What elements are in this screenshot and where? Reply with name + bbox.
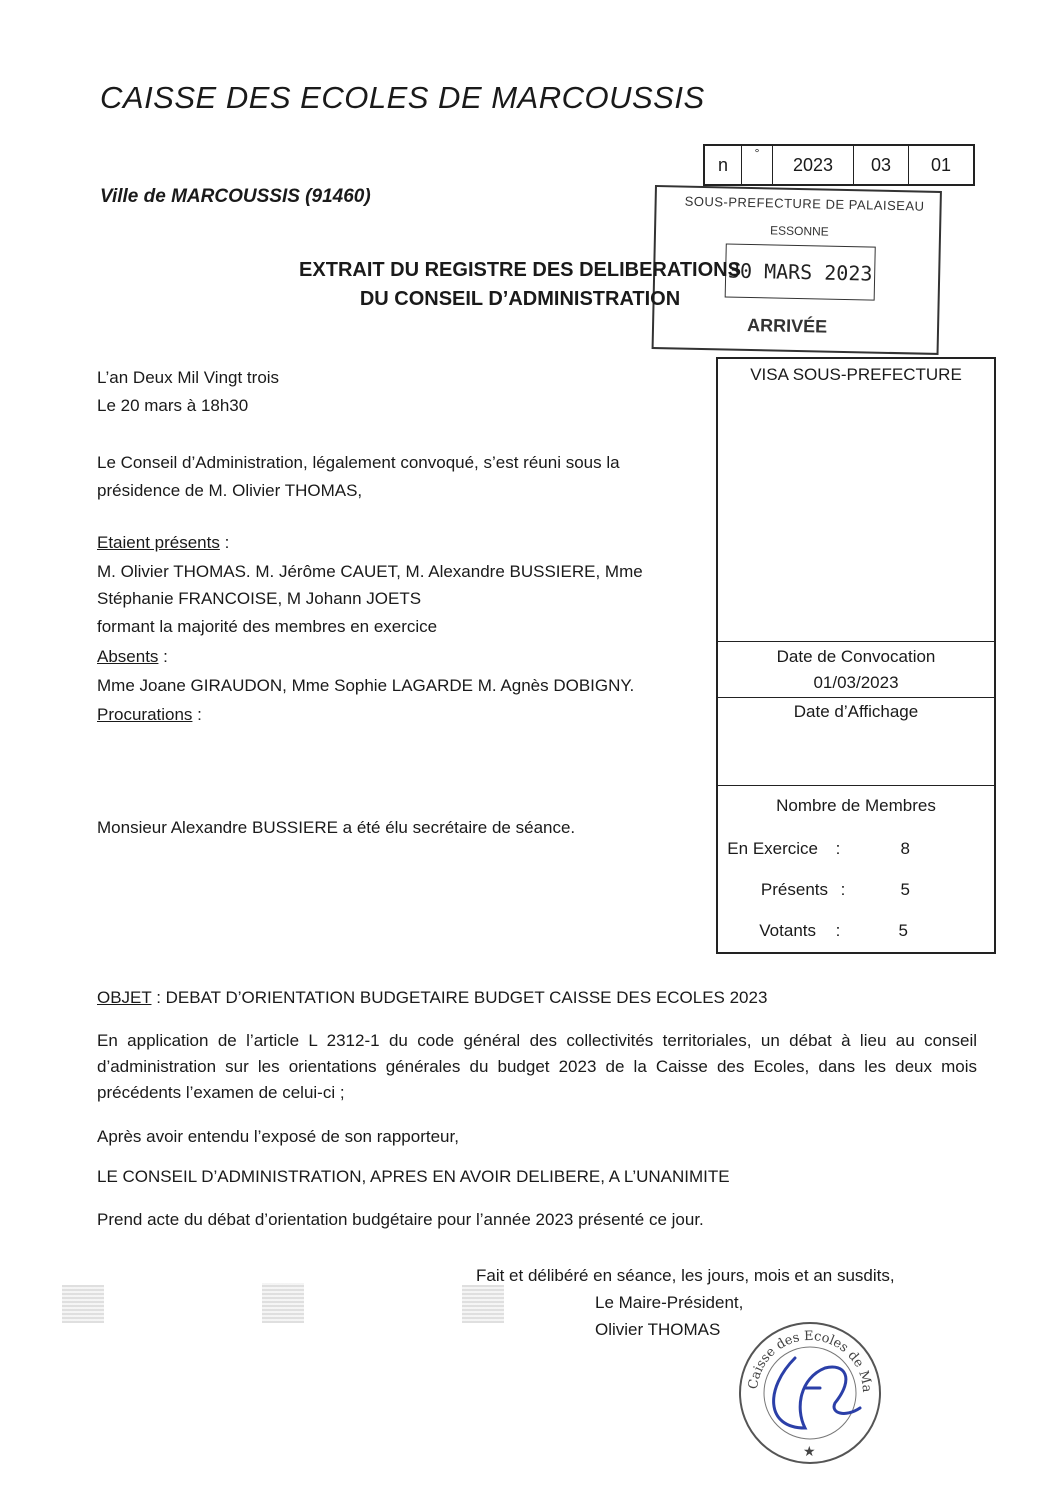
member-row-value: 5: [900, 879, 910, 899]
signature-line1: Fait et délibéré en séance, les jours, mois et an susdits,: [476, 1266, 895, 1285]
paragraph-application: En application de l’article L 2312-1 du code général des collectivités territoriales, un débat à lieu au conseil d’administration sur les orientations générales du budget 2023 de la Caisse des Ecoles, dans les deux mois précédents l’examen de celui-ci ;: [97, 1031, 977, 1102]
absent-colon: :: [158, 647, 168, 666]
secretary-line: Monsieur Alexandre BUSSIERE a été élu secrétaire de séance.: [97, 818, 576, 837]
present-label: Etaient présents: [97, 533, 220, 552]
scan-artifact: [462, 1285, 504, 1323]
objet-line: [97, 985, 767, 1011]
registry-cell: 01: [930, 154, 952, 175]
membres-section: [718, 786, 994, 952]
stamp-line1: SOUS-PREFECTURE DE PALAISEAU: [684, 193, 925, 214]
affichage-label: Date d’Affichage: [793, 702, 919, 721]
member-row-label: En Exercice: [727, 838, 818, 858]
member-row-sep: :: [840, 879, 846, 899]
paragraph-prend-acte: Prend acte du débat d’orientation budgétaire pour l’année 2023 présenté ce jour.: [97, 1210, 704, 1229]
extrait-line2: DU CONSEIL D’ADMINISTRATION: [359, 288, 681, 310]
objet-label: OBJET: [97, 988, 152, 1007]
seal-text: Caisse des Ecoles de Ma: [746, 1328, 875, 1393]
extrait-line1: EXTRAIT DU REGISTRE DES DELIBERATIONS: [299, 259, 741, 281]
member-row-value: 8: [900, 838, 910, 858]
stamp-status: ARRIVÉE: [746, 314, 828, 337]
convocation-date: 01/03/2023: [813, 673, 899, 692]
official-seal: [735, 1318, 885, 1468]
registry-cell: 2023: [773, 146, 854, 184]
member-row: [718, 869, 994, 910]
member-row-label: Présents: [760, 879, 828, 899]
date-line: Le 20 mars à 18h30: [97, 396, 249, 415]
visa-section: [718, 359, 994, 642]
signature-name: Olivier THOMAS: [595, 1320, 721, 1339]
registry-number-box: [703, 144, 975, 186]
registry-cell: n: [705, 146, 742, 184]
extrait-heading: [260, 256, 780, 314]
procuration-heading: [97, 702, 202, 728]
present-names-line1: M. Olivier THOMAS. M. Jérôme CAUET, M. Alexandre BUSSIERE, Mme: [97, 562, 643, 581]
member-row-value: 5: [898, 920, 908, 940]
paragraph-decision: LE CONSEIL D’ADMINISTRATION, APRES EN AVOIR DELIBERE, A L’UNANIMITE: [97, 1167, 730, 1186]
absent-names: Mme Joane GIRAUDON, Mme Sophie LAGARDE M. Agnès DOBIGNY.: [97, 676, 635, 695]
absent-label: Absents: [97, 647, 159, 666]
registry-cell: 03: [854, 146, 909, 184]
objet-text: : DEBAT D’ORIENTATION BUDGETAIRE BUDGET CAISSE DES ECOLES 2023: [151, 988, 768, 1007]
member-row-label: Votants: [759, 920, 816, 940]
present-heading: [97, 530, 229, 556]
member-row: [718, 910, 994, 951]
registry-cell: °: [742, 146, 773, 184]
membres-label: Nombre de Membres: [776, 796, 936, 815]
convocation-section: [718, 642, 994, 698]
star-icon: ★: [803, 1443, 816, 1459]
procuration-label: Procurations: [97, 705, 193, 724]
absent-heading: [97, 644, 168, 670]
convocation-label: Date de Convocation: [776, 647, 936, 666]
seal-graphic: [735, 1318, 885, 1468]
paragraph-rapporteur: Après avoir entendu l’exposé de son rapporteur,: [97, 1127, 459, 1146]
scan-artifact: [262, 1283, 304, 1323]
present-colon: :: [219, 533, 230, 552]
signature-scribble: [774, 1358, 860, 1428]
affichage-section: [718, 698, 994, 786]
document-title: CAISSE DES ECOLES DE MARCOUSSIS: [100, 80, 705, 115]
member-row-sep: :: [835, 920, 841, 940]
member-row: [718, 828, 994, 869]
convocation-line1: Le Conseil d’Administration, légalement convoqué, s’est réuni sous la: [97, 453, 620, 472]
scan-artifact: [62, 1285, 104, 1323]
present-names-line2: Stéphanie FRANCOISE, M Johann JOETS: [97, 589, 422, 608]
prefecture-sidebox: [716, 357, 996, 954]
majority-line: formant la majorité des membres en exercice: [97, 617, 438, 636]
svg-text:Caisse des Ecoles de Marcoussi: [735, 1318, 874, 1393]
year-line: L’an Deux Mil Vingt trois: [97, 368, 280, 387]
ville-label: Ville de MARCOUSSIS (91460): [100, 186, 371, 207]
member-row-sep: :: [835, 838, 841, 858]
stamp-line2: ESSONNE: [769, 223, 829, 239]
procuration-colon: :: [192, 705, 202, 724]
signature-title: Le Maire-Président,: [595, 1293, 744, 1312]
stamp-date: 30 MARS 2023: [725, 243, 876, 300]
convocation-line2: présidence de M. Olivier THOMAS,: [97, 481, 363, 500]
visa-label: VISA SOUS-PREFECTURE: [750, 365, 962, 384]
